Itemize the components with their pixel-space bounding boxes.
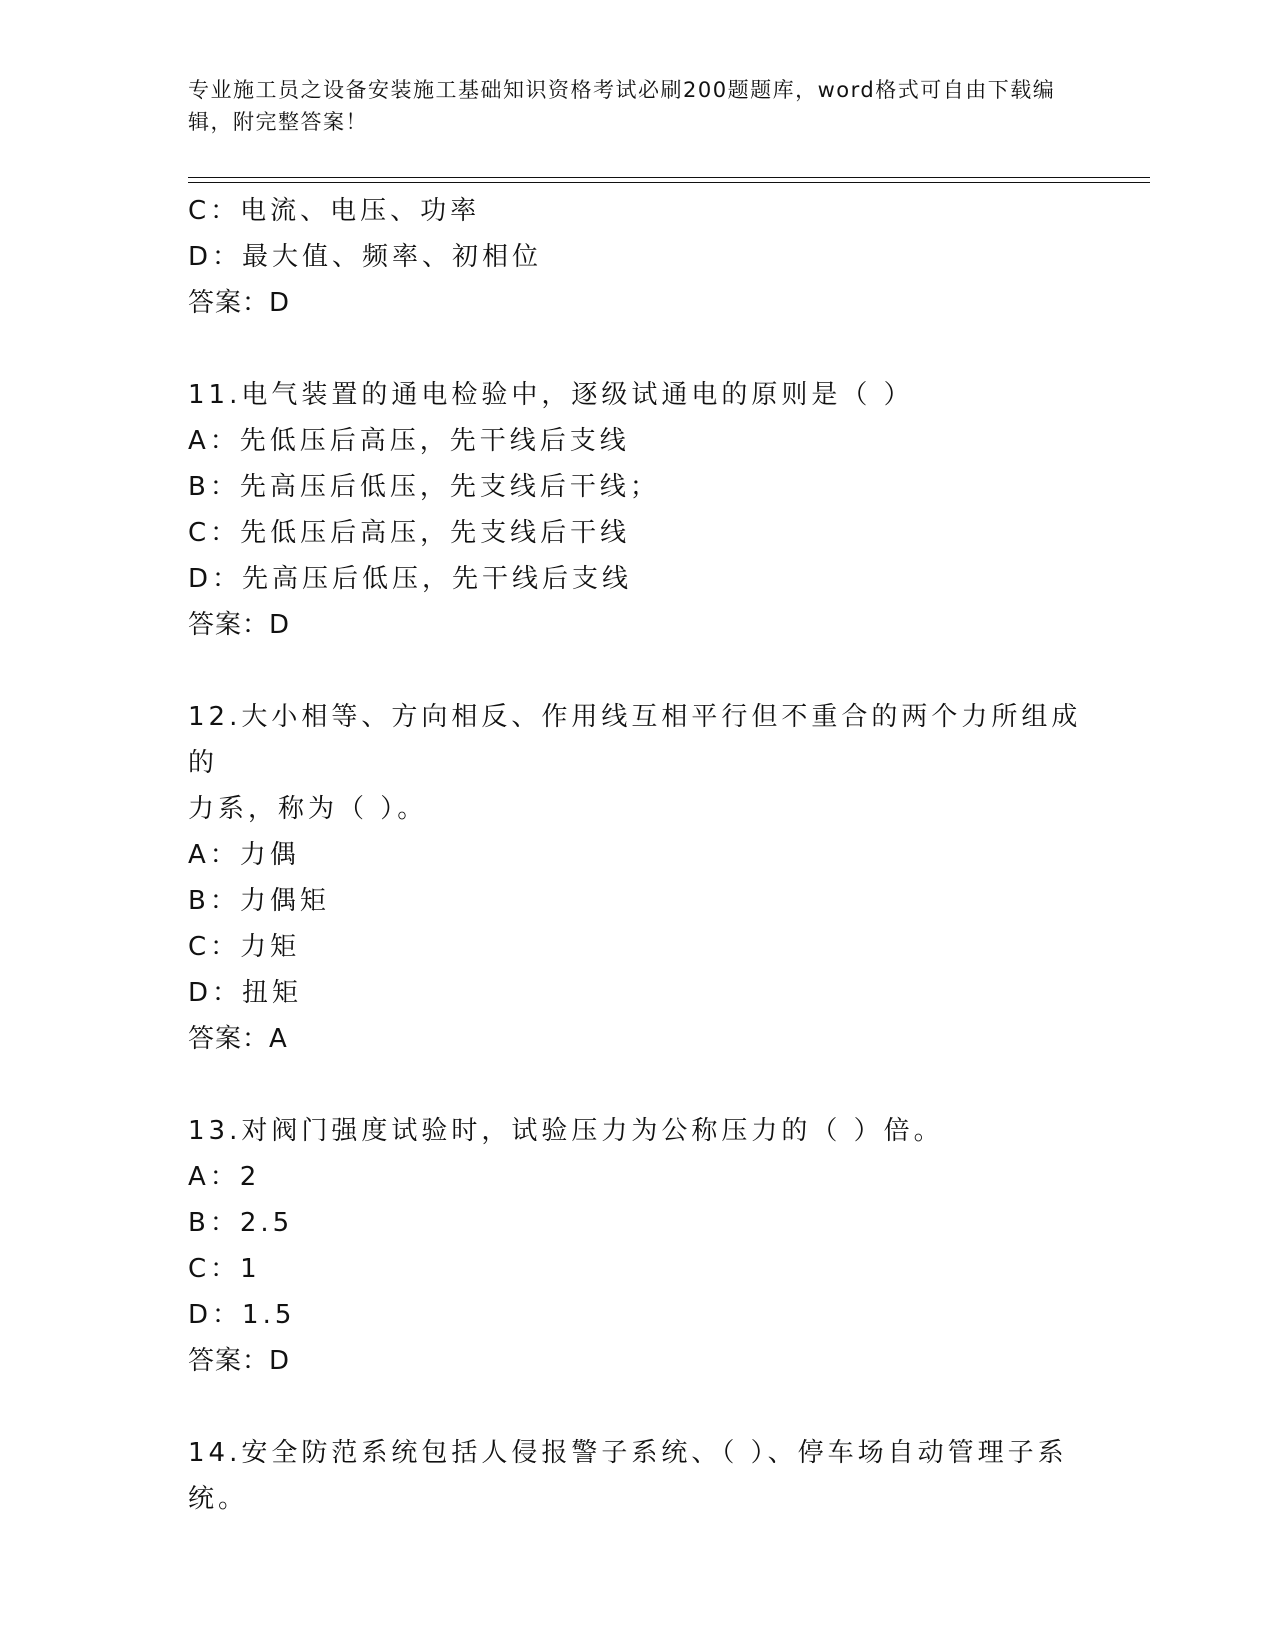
answer: 答案：D <box>188 1346 291 1376</box>
answer: 答案：D <box>188 288 291 318</box>
option-d: D：1.5 <box>188 1300 296 1330</box>
answer: 答案：A <box>188 1024 288 1054</box>
header-divider-top <box>188 177 1150 178</box>
option-d: D：先高压后低压，先干线后支线 <box>188 564 633 594</box>
option-b: B：先高压后低压，先支线后干线； <box>188 472 660 502</box>
question-13: 13.对阀门强度试验时，试验压力为公称压力的（ ）倍。 <box>188 1116 944 1146</box>
option-d: D：最大值、频率、初相位 <box>188 242 543 272</box>
option-c: C：电流、电压、功率 <box>188 196 481 226</box>
option-c: C：先低压后高压，先支线后干线 <box>188 518 631 548</box>
spacer <box>188 1384 1088 1430</box>
question-14-line-2: 统。 <box>188 1484 249 1514</box>
question-14-line-1: 14.安全防范系统包括人侵报警子系统、（ ）、停车场自动管理子系 <box>188 1438 1068 1468</box>
header-divider-bottom <box>188 182 1150 183</box>
document-header: 专业施工员之设备安装施工基础知识资格考试必刷200题题库，word格式可自由下载编辑，附完整答案！ <box>188 78 1056 134</box>
spacer <box>188 648 1088 694</box>
question-12-line-1: 12.大小相等、方向相反、作用线互相平行但不重合的两个力所组成的 <box>188 702 1082 778</box>
question-content <box>188 188 1088 1522</box>
answer: 答案：D <box>188 610 291 640</box>
option-d: D：扭矩 <box>188 978 303 1008</box>
option-b: B：2.5 <box>188 1208 294 1238</box>
option-c: C：力矩 <box>188 932 301 962</box>
option-a: A：先低压后高压，先干线后支线 <box>188 426 630 456</box>
option-b: B：力偶矩 <box>188 886 330 916</box>
question-12-line-2: 力系，称为（ ）。 <box>188 794 428 824</box>
spacer <box>188 1062 1088 1108</box>
option-c: C：1 <box>188 1254 261 1284</box>
spacer <box>188 326 1088 372</box>
option-a: A：力偶 <box>188 840 300 870</box>
question-11: 11.电气装置的通电检验中，逐级试通电的原则是（ ） <box>188 380 914 410</box>
option-a: A：2 <box>188 1162 261 1192</box>
